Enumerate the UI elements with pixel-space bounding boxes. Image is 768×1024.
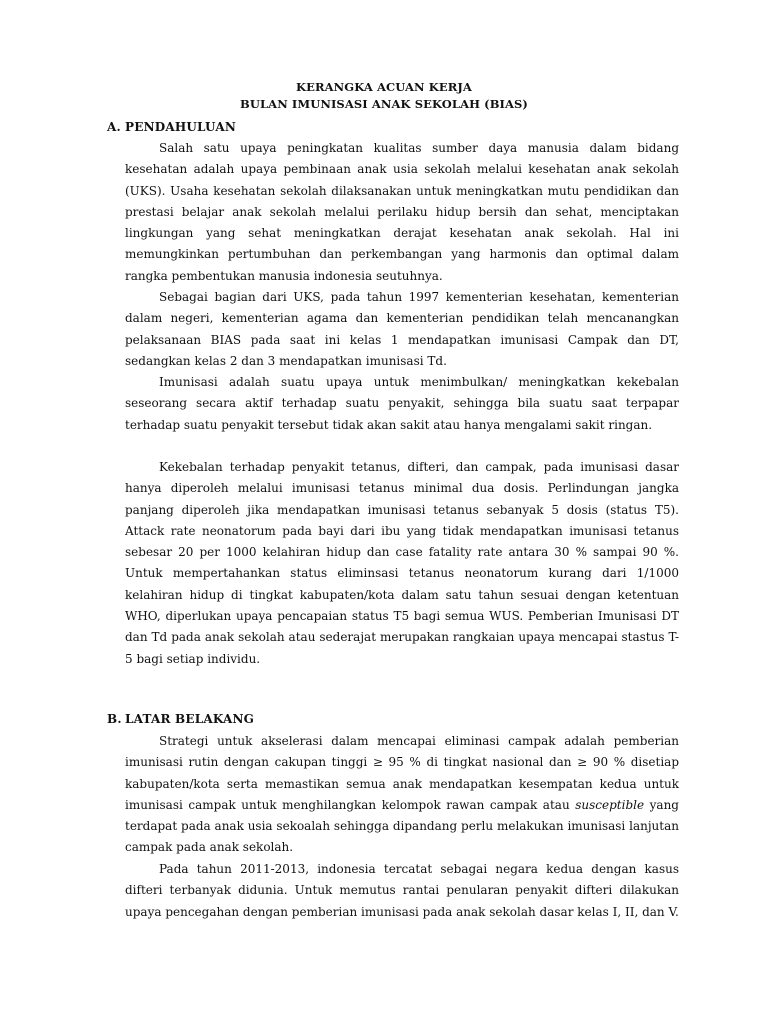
italic-term: susceptible [575, 797, 645, 812]
section-b-heading [107, 712, 254, 726]
paragraph-text: Imunisasi adalah suatu upaya untuk menimbulkan/ meningkatkan kekebalan seseorang secara aktif terhadap suatu penyakit, sehingga bila suatu saat terpapar terhadap suatu penyakit tersebut tidak akan sakit atau hanya mengalami sakit ringan. [125, 375, 679, 432]
paragraph [125, 457, 679, 670]
paragraph-text: yang terdapat pada anak usia sekoalah sehingga dipandang perlu melakukan imunisasi lanjutan campak pada anak sekolah. [125, 797, 679, 855]
paragraph [125, 731, 679, 859]
paragraph [125, 287, 679, 372]
paragraph [125, 138, 679, 287]
section-a-letter: A. [107, 120, 121, 134]
paragraph [125, 372, 679, 436]
paragraph-text: Kekebalan terhadap penyakit tetanus, difteri, dan campak, pada imunisasi dasar hanya diperoleh melalui imunisasi tetanus minimal dua dosis. Perlindungan jangka panjang diperoleh jika mendapatkan imunisasi tetanus sebanyak 5 dosis (status T5). Attack rate neonatorum pada bayi dari ibu yang tidak mendapatkan imunisasi tetanus sebesar 20 per 1000 kelahiran hidup dan case fatality rate antara 30 % sampai 90 %. Untuk mempertahankan status eliminsasi tetanus neonatorum kurang dari 1/1000 kelahiran hidup di tingkat kabupaten/kota dalam satu tahun sesuai dengan ketentuan WHO, diperlukan upaya pencapaian status T5 bagi semua WUS. Pemberian Imunisasi DT dan Td pada anak sekolah atau sederajat merupakan rangkaian upaya mencapai stastus T-5 bagi setiap individu. [125, 460, 679, 666]
paragraph-text: Pada tahun 2011-2013, indonesia tercatat sebagai negara kedua dengan kasus difteri terbanyak didunia. Untuk memutus rantai penularan penyakit difteri dilakukan upaya pencegahan dengan pemberian imunisasi pada anak sekolah dasar kelas I, II, dan V. [125, 862, 679, 919]
section-a-title: PENDAHULUAN [125, 120, 237, 134]
section-b-letter: B. [107, 712, 122, 726]
paragraph-text: Strategi untuk akselerasi dalam mencapai eliminasi campak adalah pemberian imunisasi rutin dengan cakupan tinggi ≥ 95 % di tingkat nasional dan ≥ 90 % disetiap kabupaten/kota serta memastikan semua anak mendapatkan kesempatan kedua untuk imunisasi campak untuk menghilangkan kelompok rawan campak atau [125, 734, 679, 812]
section-a-heading [107, 120, 236, 134]
section-b-title: LATAR BELAKANG [125, 712, 255, 726]
paragraph [125, 859, 679, 923]
document-title: KERANGKA ACUAN KERJA [296, 80, 472, 94]
document-subtitle: BULAN IMUNISASI ANAK SEKOLAH (BIAS) [240, 97, 528, 111]
paragraph-text: Salah satu upaya peningkatan kualitas sumber daya manusia dalam bidang kesehatan adalah upaya pembinaan anak usia sekolah melalui kesehatan anak sekolah (UKS). Usaha kesehatan sekolah dilaksanakan untuk meningkatkan mutu pendidikan dan prestasi belajar anak sekolah melalui perilaku hidup bersih dan sehat, menciptakan lingkungan yang sehat meningkatkan derajat kesehatan anak sekolah. Hal ini memungkinkan pertumbuhan dan perkembangan yang harmonis dan optimal dalam rangka pembentukan manusia indonesia seutuhnya. [125, 141, 679, 283]
paragraph-text: Sebagai bagian dari UKS, pada tahun 1997 kementerian kesehatan, kementerian dalam negeri, kementerian agama dan kementerian pendidikan telah mencanangkan pelaksanaan BIAS pada saat ini kelas 1 mendapatkan imunisasi Campak dan DT, sedangkan kelas 2 dan 3 mendapatkan imunisasi Td. [125, 290, 679, 368]
